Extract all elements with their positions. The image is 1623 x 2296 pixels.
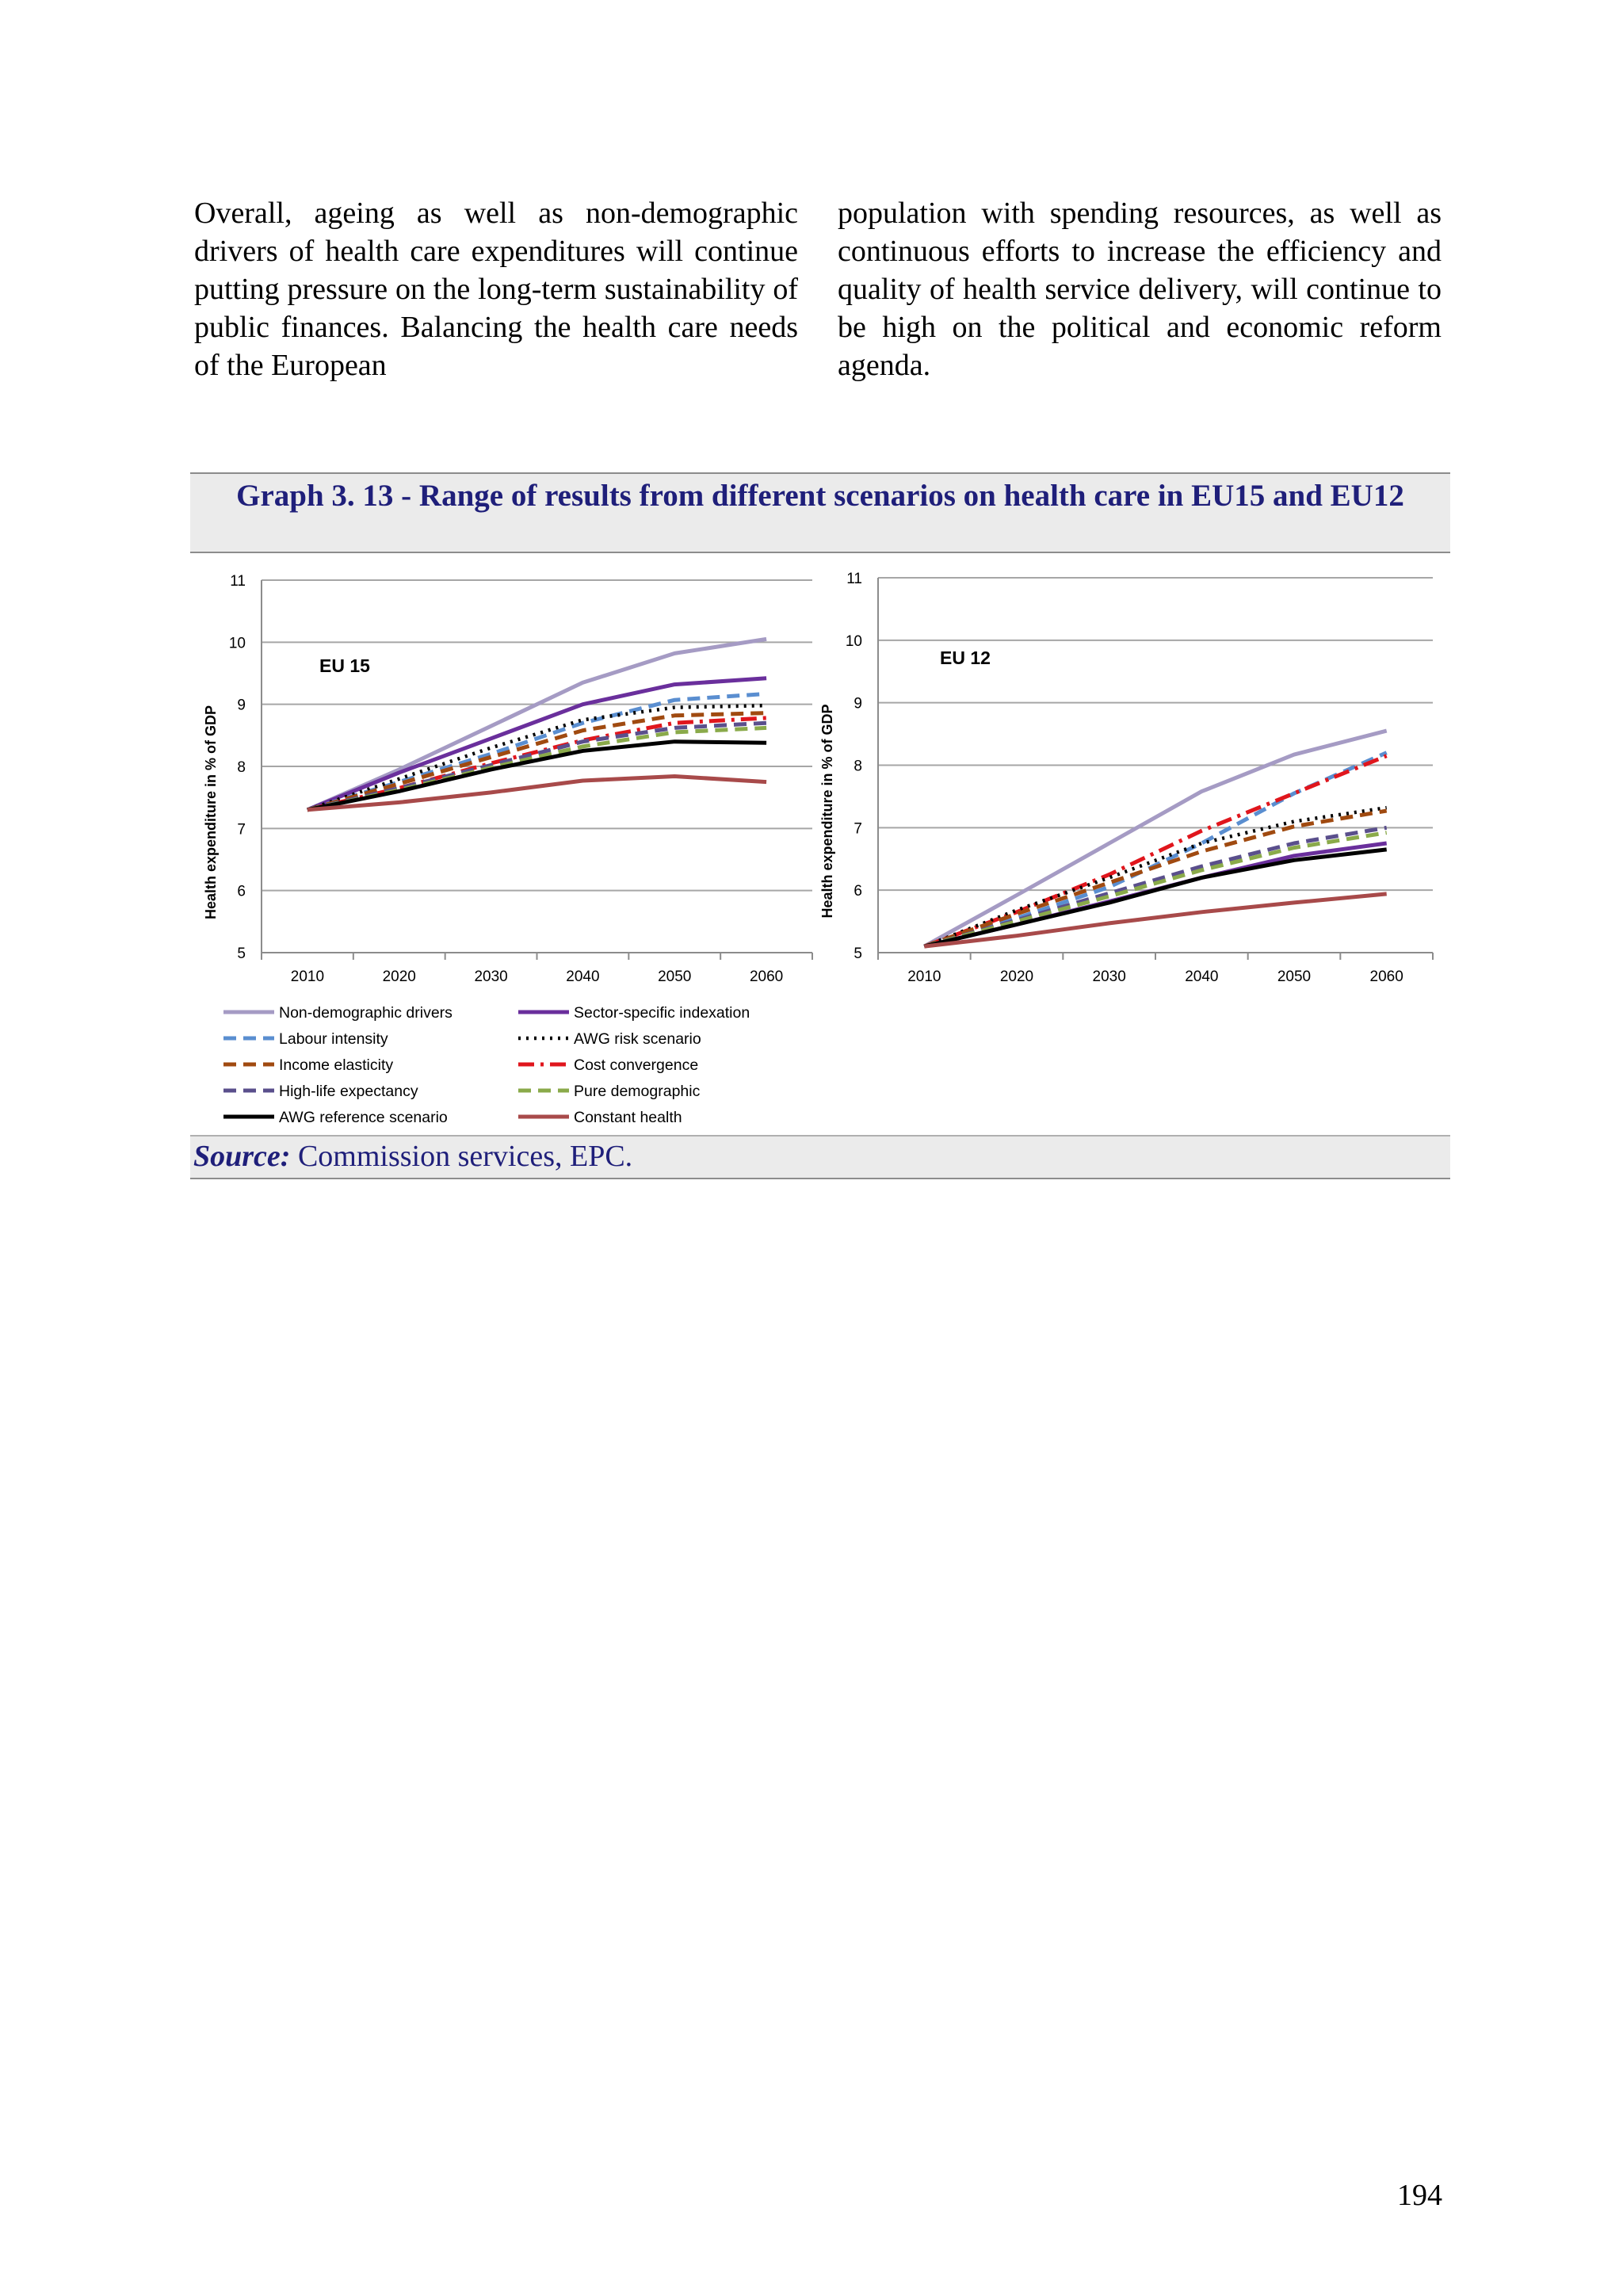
chart1-x-tick-label: 2060 — [749, 968, 784, 985]
chart2-x-tick-label: 2030 — [1092, 968, 1126, 985]
chart2-panel-label: EU 12 — [940, 648, 991, 668]
legend-label: Cost convergence — [574, 1056, 699, 1074]
chart2-x-tick-label: 2010 — [907, 968, 941, 985]
chart2-y-tick-label: 6 — [854, 883, 862, 900]
chart2-y-tick-label: 5 — [854, 946, 862, 962]
chart2-x-tick-label: 2060 — [1369, 968, 1403, 985]
chart1-y-tick-label: 7 — [237, 821, 246, 839]
chart1-x-tick-label: 2040 — [566, 968, 600, 985]
source-bar — [190, 1135, 1450, 1179]
source-label: Source: — [193, 1140, 291, 1173]
legend-label: Non-demographic drivers — [279, 1004, 453, 1022]
chart1-y-tick-label: 8 — [237, 759, 246, 776]
chart2-y-tick-label: 9 — [854, 695, 862, 712]
graph-title: Graph 3. 13 - Range of results from different scenarios on health care in EU15 and EU12 — [236, 479, 1404, 513]
body-text-right-column: population with spending resources, as well as continuous efforts to increase the efficiency and quality of health service delivery, will continue to be high on the political and economic reform agenda. — [838, 197, 1442, 382]
chart2-y-tick-label: 10 — [845, 632, 862, 650]
chart1-y-tick-label: 11 — [230, 573, 246, 590]
chart2-x-tick-label: 2050 — [1277, 968, 1312, 985]
chart1-x-tick-label: 2010 — [290, 968, 325, 985]
legend-label: High-life expectancy — [279, 1083, 418, 1100]
body-text-left-column: Overall, ageing as well as non-demographic drivers of health care expenditures will continue putting pressure on the long-term sustainability of public finances. Balancing the health care needs of the European — [194, 197, 798, 382]
chart2-series-line — [924, 808, 1386, 946]
legend-label: AWG risk scenario — [574, 1030, 701, 1048]
chart2-y-tick-label: 7 — [854, 820, 862, 838]
legend-label: Constant health — [574, 1109, 682, 1126]
chart2-y-tick-label: 8 — [854, 758, 862, 775]
source-text: Commission services, EPC. — [290, 1140, 633, 1173]
legend-label: Income elasticity — [279, 1056, 394, 1074]
charts-area — [0, 0, 1623, 1141]
legend-label: Pure demographic — [574, 1083, 701, 1100]
chart1-series-line — [307, 639, 766, 809]
page-number: 194 — [1397, 2179, 1442, 2212]
chart1-x-tick-label: 2020 — [382, 968, 416, 985]
chart2-y-axis-title: Health expenditure in % of GDP — [819, 704, 835, 919]
legend-label: AWG reference scenario — [279, 1109, 448, 1126]
chart1-panel-label: EU 15 — [319, 655, 370, 676]
chart1-x-tick-label: 2050 — [658, 968, 692, 985]
chart1-y-tick-label: 6 — [237, 883, 246, 900]
legend-label: Sector-specific indexation — [574, 1004, 750, 1022]
chart2-x-tick-label: 2020 — [999, 968, 1034, 985]
chart1-x-tick-label: 2030 — [474, 968, 508, 985]
chart1-y-tick-label: 10 — [228, 635, 246, 652]
legend-label: Labour intensity — [279, 1030, 388, 1048]
chart1-y-axis-title: Health expenditure in % of GDP — [203, 705, 219, 920]
chart2-x-tick-label: 2040 — [1185, 968, 1219, 985]
chart1-y-tick-label: 9 — [237, 697, 246, 714]
chart1-y-tick-label: 5 — [237, 946, 246, 962]
chart2-y-tick-label: 11 — [846, 571, 862, 587]
